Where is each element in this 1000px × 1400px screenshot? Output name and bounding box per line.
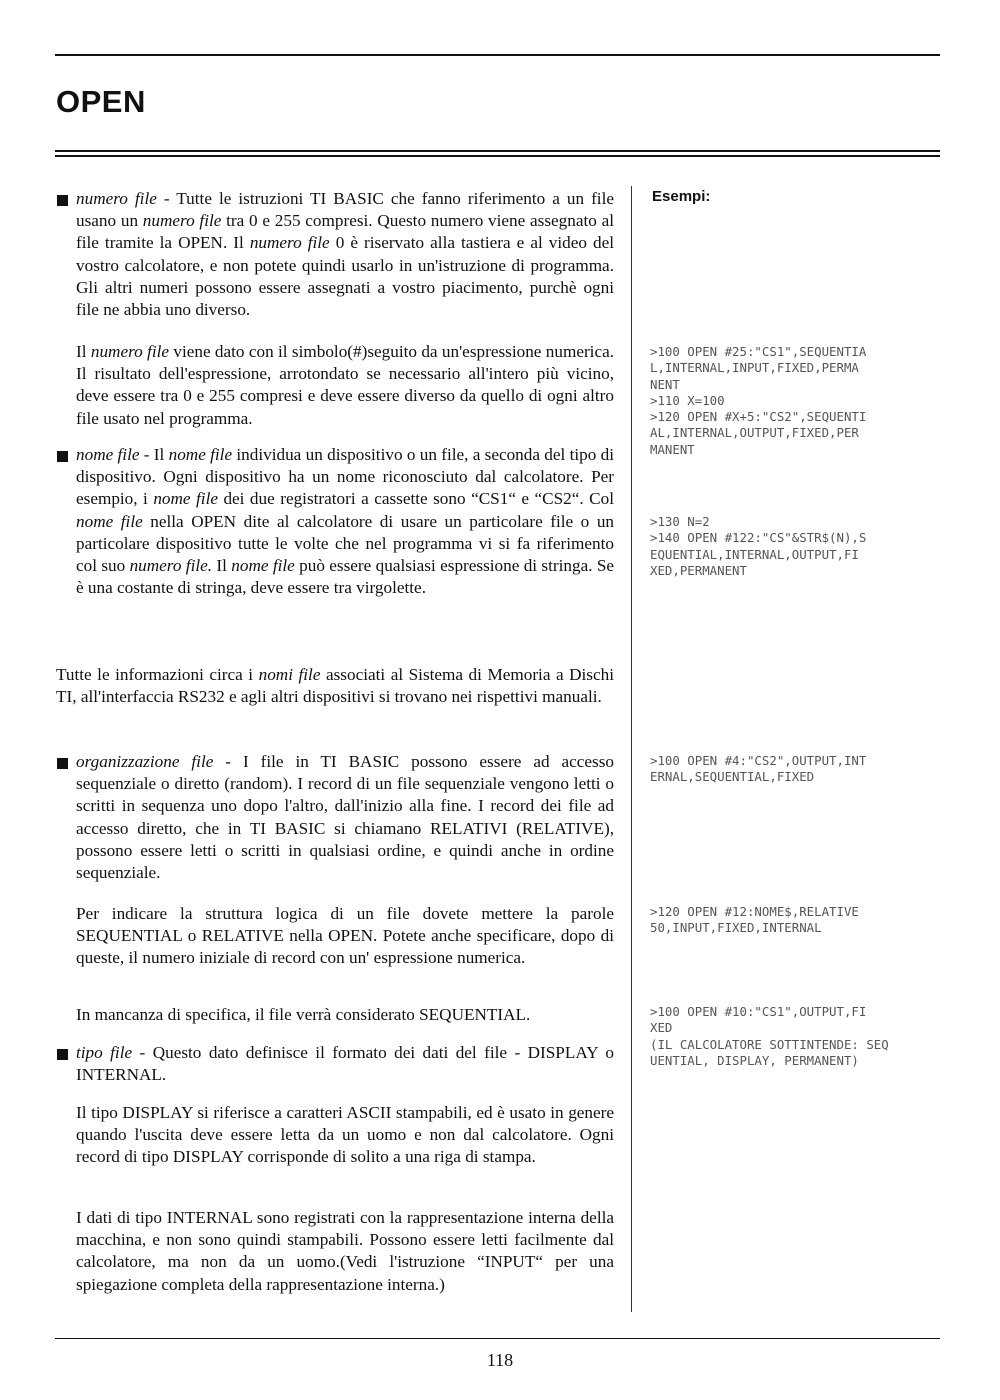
term-organizzazione-file: organizzazione file	[76, 752, 214, 771]
bullet-nome-file	[57, 451, 68, 462]
term-numero-file: numero file	[76, 189, 157, 208]
bottom-rule	[55, 1338, 940, 1339]
paragraph-numero-file-1: numero file - Tutte le istruzioni TI BASIC che fanno riferimento a un file usano un numero file tra 0 e 255 compresi. Questo numero viene assegnato al file tramite la OPEN. Il numero file 0 è riservato alla tastiera e al video del vostro calcolatore, e non potete quindi usarlo in un'istruzione di programma. Gli altri numeri possono essere assegnati a vostro piacimento, purchè ogni file ne abbia uno diverso.	[76, 189, 614, 320]
bullet-numero-file	[57, 195, 68, 206]
example-code-3: >100 OPEN #4:"CS2",OUTPUT,INT ERNAL,SEQUENTIAL,FIXED	[650, 753, 867, 785]
term-tipo-file: tipo file	[76, 1043, 133, 1062]
example-code-5: >100 OPEN #10:"CS1",OUTPUT,FI XED (IL CALCOLATORE SOTTINTENDE: SEQ UENTIAL, DISPLAY, PERMANENT)	[650, 1004, 889, 1068]
paragraph-organizzazione-file-2: Per indicare la struttura logica di un file dovete mettere la parole SEQUENTIAL o RELATIVE nella OPEN. Potete anche specificare, dopo di queste, il numero iniziale di record con un' espressione numerica.	[76, 904, 614, 968]
bullet-organizzazione-file	[57, 758, 68, 769]
paragraph-tipo-file-3: I dati di tipo INTERNAL sono registrati con la rappresentazione interna della macchina, e non sono quindi stampabili. Possono essere letti facilmente dal calcolatore, ma non da un uomo.(Vedi l'istruzione “INPUT“ per una spiegazione completa della rappresentazione interna.)	[76, 1208, 614, 1294]
title-rule-upper	[55, 150, 940, 152]
example-code-1: >100 OPEN #25:"CS1",SEQUENTIA L,INTERNAL,INPUT,FIXED,PERMA NENT >110 X=100 >120 OPEN #X+5:"CS2",SEQUENTI AL,INTERNAL,OUTPUT,FIXED,PER MANENT	[650, 344, 867, 457]
paragraph-tipo-file-2: Il tipo DISPLAY si riferisce a caratteri ASCII stampabili, ed è usato in genere quando l'uscita deve essere letta da un uomo e non dal calcolatore. Ogni record di tipo DISPLAY corrisponde di solito a una riga di stampa.	[76, 1103, 614, 1167]
top-rule	[55, 54, 940, 56]
bullet-tipo-file	[57, 1049, 68, 1060]
paragraph-organizzazione-file-3: In mancanza di specifica, il file verrà considerato SEQUENTIAL.	[76, 1005, 531, 1024]
paragraph-nome-file: nome file - Il nome file individua un dispositivo o un file, a seconda del tipo di dispositivo. Ogni dispositivo ha un nome riconosciuto dal calcolatore. Per esempio, i nome file dei due registratori a cassette sono “CS1“ e “CS2“. Col nome file nella OPEN dite al calcolatore di usare un particolare file o un particolare dispositivo tutte le volte che nel programma vi si fa riferimento col suo numero file. Il nome file può essere qualsiasi espressione di stringa. Se è una costante di stringa, deve essere tra virgolette.	[76, 445, 615, 598]
paragraph-numero-file-2: Il numero file viene dato con il simbolo(#)seguito da un'espressione numerica. Il risultato dell'espressione, arrotondato se necessario all'intero più vicino, deve essere tra 0 e 255 compresi e deve essere diverso da quello di ogni altro file usato nel programma.	[76, 342, 614, 428]
paragraph-tipo-file-1: tipo file - Questo dato definisce il formato dei dati del file - DISPLAY o INTERNAL.	[76, 1043, 614, 1085]
page-number: 118	[486, 1350, 514, 1370]
term-nome-file: nome file	[76, 445, 140, 464]
examples-label: Esempi:	[652, 188, 711, 205]
example-code-2: >130 N=2 >140 OPEN #122:"CS"&STR$(N),S EQUENTIAL,INTERNAL,OUTPUT,FI XED,PERMANENT	[650, 514, 867, 578]
paragraph-nomi-file-info: Tutte le informazioni circa i nomi file associati al Sistema di Memoria a Dischi TI, all'interfaccia RS232 e agli altri dispositivi si trovano nei rispettivi manuali.	[56, 665, 614, 707]
title-rule-lower	[55, 155, 940, 157]
column-divider	[631, 186, 632, 1312]
page-title: OPEN	[56, 84, 146, 119]
paragraph-organizzazione-file-1: organizzazione file - I file in TI BASIC possono essere ad accesso sequenziale o diretto (random). I record di un file sequenziale vengono letti o scritti in sequenza uno dopo l'altro, dall'inizio alla fine. I record dei file ad accesso diretto, che in TI BASIC si chiamano RELATIVI (RELATIVE), possono essere letti o scritti in qualsiasi ordine, e quindi anche in ordine sequenziale.	[76, 752, 614, 883]
example-code-4: >120 OPEN #12:NOME$,RELATIVE 50,INPUT,FIXED,INTERNAL	[650, 904, 859, 936]
